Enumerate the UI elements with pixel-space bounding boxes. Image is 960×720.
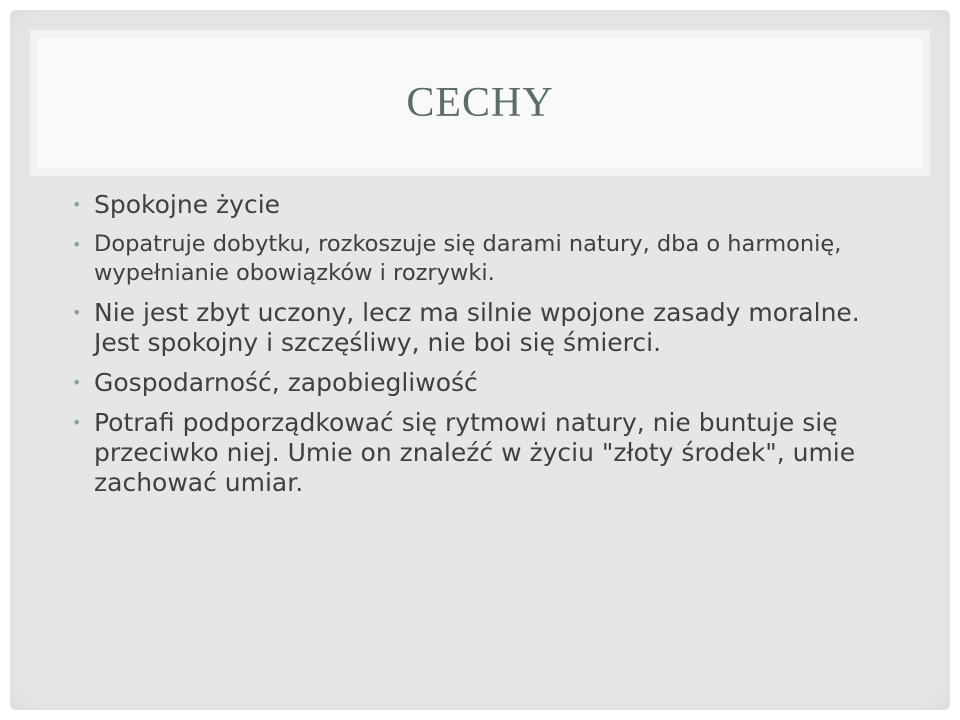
bullet-list [72, 190, 892, 508]
bullet-text: Spokojne życie [94, 190, 281, 219]
bullet-dot-icon: • [72, 373, 82, 392]
slide [10, 10, 950, 710]
bullet-text: Gospodarność, zapobiegliwość [94, 368, 478, 397]
bullet-dot-icon: • [72, 235, 82, 254]
bullet-item [72, 368, 892, 398]
bullet-dot-icon: • [72, 195, 82, 214]
bullet-dot-icon: • [72, 413, 82, 432]
bullet-text: Nie jest zbyt uczony, lecz ma silnie wpojone zasady moralne. Jest spokojny i szczęśliwy, nie boi się śmierci. [94, 298, 860, 357]
bullet-item [72, 408, 892, 498]
bullet-item [72, 298, 892, 358]
bullet-item [72, 190, 892, 220]
title-band [30, 30, 930, 176]
bullet-item [72, 230, 892, 288]
slide-title: CECHY [406, 80, 554, 126]
bullet-text: Potrafi podporządkować się rytmowi natury, nie buntuje się przeciwko niej. Umie on znaleźć w życiu "złoty środek", umie zachować umiar. [94, 408, 856, 497]
bullet-text: Dopatruje dobytku, rozkoszuje się darami natury, dba o harmonię, wypełnianie obowiązków i rozrywki. [94, 231, 842, 286]
bullet-dot-icon: • [72, 303, 82, 322]
